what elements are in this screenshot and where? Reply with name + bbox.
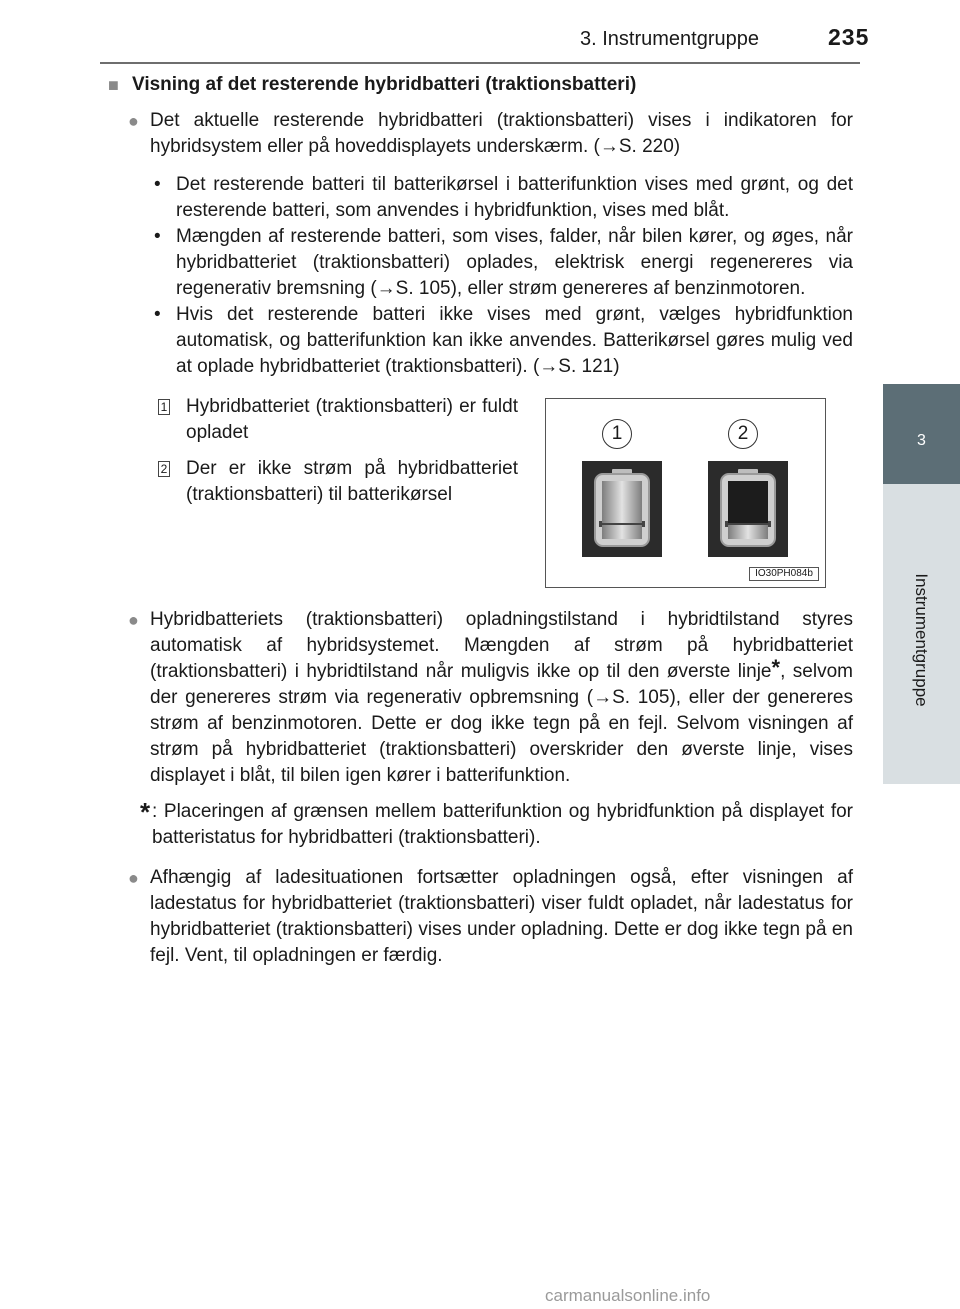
sub-item-text: Det resterende batteri til batterikørsel i batterifunktion vises med grønt, og det resterende batteri, som anvendes i hybridfunktion, vises med blåt. xyxy=(176,174,853,221)
callout-circle-1: 1 xyxy=(602,419,632,449)
sub-item xyxy=(154,172,853,224)
page-number: 235 xyxy=(828,24,870,50)
footnote-text: : Placeringen af grænsen mellem batterifunktion og hybridfunktion på displayet for batteristatus for hybridbatteri (traktionsbatteri). xyxy=(152,801,853,848)
sub-list xyxy=(154,172,853,380)
legend-number-box: 1 xyxy=(158,399,170,415)
figure-legend xyxy=(158,394,518,518)
bullet-text-part: , selvom der genereres strøm via regenerativ opbremsning (→S. 105), eller der genereres strøm af benzinmotoren. Dette er dog ikke tegn på en fejl. Selvom visningen af strøm på hybridbatteriet (traktionsbatteri) overskrider den øverste linje, vises displayet i blåt, til bilen igen kører i batterifunktion. xyxy=(150,661,853,786)
battery-panel-full xyxy=(582,461,662,557)
round-bullet-icon: ● xyxy=(128,610,139,630)
bullet-charge-state xyxy=(128,607,853,789)
legend-text: Der er ikke strøm på hybridbatteriet (traktionsbatteri) til batterikørsel xyxy=(186,458,518,505)
footnote xyxy=(140,799,853,851)
small-bullet-icon: • xyxy=(154,304,161,325)
chapter-tab-number: 3 xyxy=(917,432,926,449)
page-content xyxy=(108,70,853,969)
round-bullet-icon: ● xyxy=(128,868,139,888)
bullet-text: Afhængig af ladesituationen fortsætter opladningen også, efter visningen af ladestatus for hybridbatteriet (traktionsbatteri) viser fuldt opladet, når ladestatus for hybridbatteriet (traktionsbatteri) vises under opladning. Dette er dog ikke tegn på en fejl. Vent, til opladningen er færdig. xyxy=(150,867,853,966)
sub-item xyxy=(154,302,853,380)
callout-circle-2: 2 xyxy=(728,419,758,449)
bullet-text xyxy=(150,607,853,789)
header-divider xyxy=(100,62,860,64)
small-bullet-icon: • xyxy=(154,174,161,195)
chapter-title: 3. Instrumentgruppe xyxy=(580,28,759,50)
legend-item-2 xyxy=(158,456,518,508)
sub-item-text: Hvis det resterende batteri ikke vises med grønt, vælges hybridfunktion automatisk, og batterifunktion kan ikke anvendes. Batterikørsel gøres mulig ved at oplade hybridbatteriet (traktionsbatteri). (→S. 121) xyxy=(176,304,853,377)
bullet-text: Det aktuelle resterende hybridbatteri (traktionsbatteri) vises i indikatoren for hybridsystem eller på hoveddisplayets underskærm. (→S. 220) xyxy=(150,110,853,157)
battery-full-icon xyxy=(582,461,662,557)
section-heading-text: Visning af det resterende hybridbatteri (traktionsbatteri) xyxy=(132,74,637,95)
bullet-remaining-battery xyxy=(128,108,853,160)
battery-illustration xyxy=(545,398,826,588)
footnote-asterisk: * xyxy=(140,797,151,827)
chapter-tab-label: Instrumentgruppe xyxy=(912,573,931,707)
asterisk-mark: * xyxy=(771,655,781,680)
battery-empty-icon xyxy=(708,461,788,557)
small-bullet-icon: • xyxy=(154,226,161,247)
legend-item-1 xyxy=(158,394,518,446)
figure-code: IO30PH084b xyxy=(749,567,819,581)
square-bullet-icon: ■ xyxy=(108,75,119,95)
section-heading xyxy=(108,72,853,98)
figure-row xyxy=(108,388,853,593)
sub-item-text: Mængden af resterende batteri, som vises, falder, når bilen kører, og øges, når hybridbatteriet (traktionsbatteri) oplades, elektrisk energi regenereres via regenerativ bremsning (→S. 105), eller strøm genereres af benzinmotoren. xyxy=(176,226,853,299)
bullet-text-part: Hybridbatteriets (traktionsbatteri) opladningstilstand i hybridtilstand styres automatisk af hybridsystemet. Mængden af strøm på hybridbatteriet (traktionsbatteri) i hybridtilstand når muligvis ikke op til den øverste linje xyxy=(150,609,853,682)
legend-number-box: 2 xyxy=(158,461,170,477)
sub-item xyxy=(154,224,853,302)
bullet-charging-continues xyxy=(128,865,853,969)
legend-text: Hybridbatteriet (traktionsbatteri) er fuldt opladet xyxy=(186,396,518,443)
battery-panel-empty xyxy=(708,461,788,557)
watermark: carmanualsonline.info xyxy=(545,1286,711,1305)
round-bullet-icon: ● xyxy=(128,111,139,131)
